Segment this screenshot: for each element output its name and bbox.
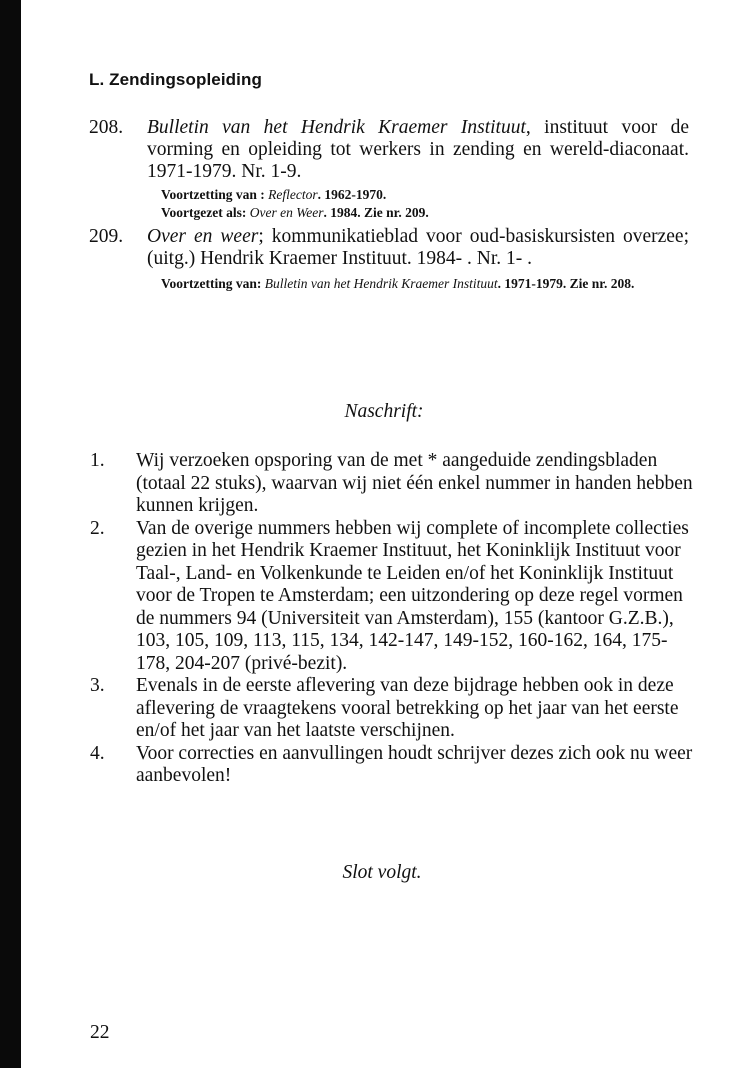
entry-text bbox=[147, 117, 689, 183]
section-heading: L. Zendingsopleiding bbox=[89, 70, 262, 89]
entry-title: Bulletin van het Hendrik Kraemer Instituut bbox=[147, 117, 526, 138]
entry-number: 208. bbox=[89, 117, 124, 138]
list-number: 4. bbox=[90, 742, 105, 764]
entry-description: , instituut voor de vorming en opleiding tot werkers in zending en wereld-diaconaat. 1971-1979. Nr. 1-9. bbox=[147, 117, 690, 182]
entry-text bbox=[147, 226, 689, 270]
entry-note: Voortzetting van: Bulletin van het Hendrik Kraemer Instituut. 1971-1979. Zie nr. 208. bbox=[161, 276, 635, 291]
bibliography-entry bbox=[89, 117, 689, 221]
closing-note: Slot volgt. bbox=[342, 862, 422, 883]
entry-description: ; kommunikatieblad voor oud-basiskursisten overzee; (uitg.) Hendrik Kraemer Instituut. 1984- . Nr. 1- . bbox=[147, 226, 689, 269]
list-item bbox=[89, 743, 695, 788]
entry-number: 209. bbox=[89, 226, 124, 247]
list-number: 3. bbox=[90, 675, 105, 696]
list-item bbox=[89, 450, 695, 518]
bibliography-entry bbox=[89, 226, 689, 293]
list-text: Evenals in de eerste aflevering van deze bijdrage hebben ook in deze aflevering de vraagtekens vooral betrekking op het jaar van het eerste en/of het jaar van het laatste verschijnen. bbox=[136, 675, 679, 741]
entry-note: Voortgezet als: Over en Weer. 1984. Zie nr. 209. bbox=[161, 204, 429, 220]
list-number: 1. bbox=[90, 450, 105, 471]
list-item bbox=[89, 518, 695, 676]
list-text: Van de overige nummers hebben wij complete of incomplete collecties gezien in het Hendrik Kraemer Instituut, het Koninklijk Instituut voor Taal-, Land- en Volkenkunde te Leiden en/of het Koninklijk Instituut voor de Tropen te Amsterdam; een uitzondering op deze regel vormen de nummers 94 (Universiteit van Amsterdam), 155 (kantoor G.Z.B.), 103, 105, 109, 113, 115, 134, 142-147, 149-152, 160-162, 164, 175-178, 204-207 (privé-bezit). bbox=[136, 517, 689, 674]
entry-note: Voortzetting van : Reflector. 1962-1970. bbox=[161, 187, 387, 202]
page-number: 22 bbox=[90, 1022, 110, 1043]
postscript-heading: Naschrift: bbox=[344, 401, 424, 422]
entry-title: Over en weer bbox=[147, 226, 259, 247]
list-text: Wij verzoeken opsporing van de met * aangeduide zendingsbladen (totaal 22 stuks), waarvan wij niet één enkel nummer in handen hebben kunnen krijgen. bbox=[136, 450, 693, 516]
postscript-list bbox=[89, 450, 695, 788]
list-text: Voor correcties en aanvullingen houdt schrijver dezes zich ook nu weer aanbevolen! bbox=[136, 742, 693, 786]
list-item bbox=[89, 675, 695, 743]
list-number: 2. bbox=[90, 517, 105, 539]
